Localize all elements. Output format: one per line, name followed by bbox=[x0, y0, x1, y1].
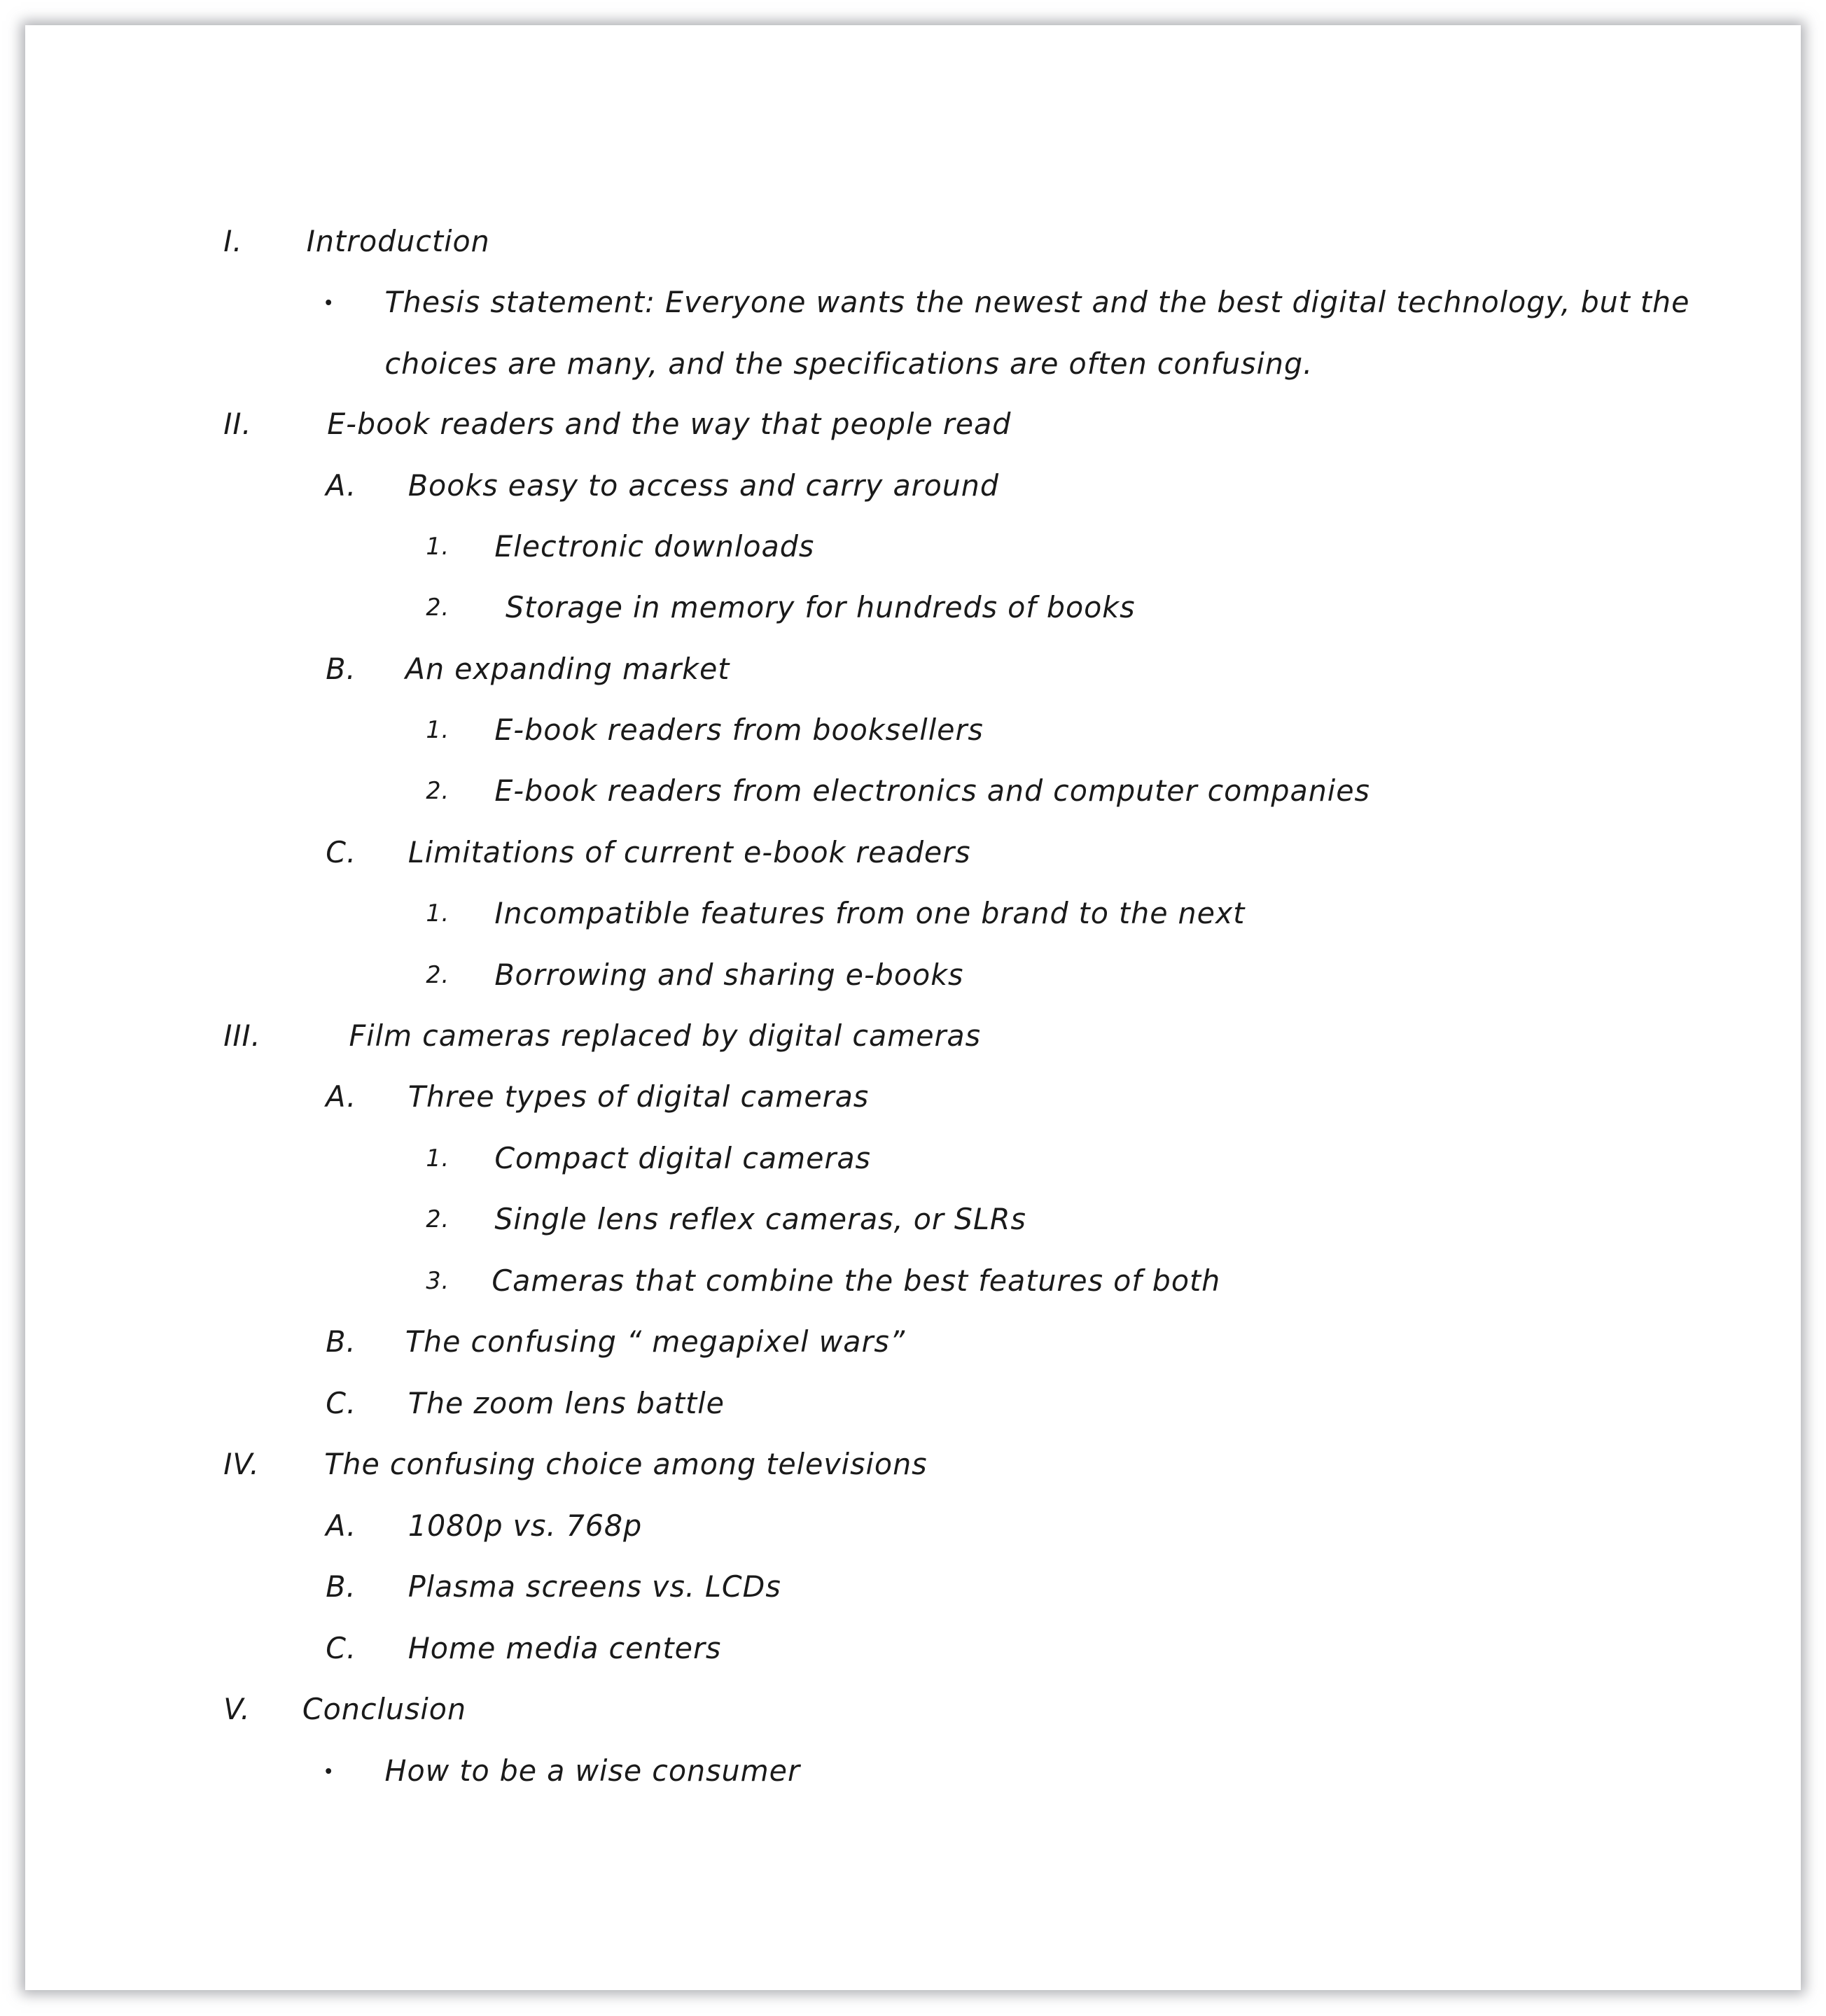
number-marker: 3. bbox=[426, 1267, 450, 1295]
subheading-text: Plasma screens vs. LCDs bbox=[407, 1569, 781, 1604]
letter-marker: A. bbox=[326, 1079, 357, 1114]
item-text: Compact digital cameras bbox=[494, 1141, 871, 1175]
roman-numeral: I. bbox=[223, 224, 243, 258]
number-marker: 2. bbox=[426, 1205, 450, 1233]
letter-marker: A. bbox=[326, 1508, 357, 1543]
number-marker: 2. bbox=[426, 594, 450, 622]
bullet-icon bbox=[326, 1768, 331, 1774]
thesis-text-line1: Thesis statement: Everyone wants the newest and the best digital technology, but the bbox=[384, 285, 1690, 319]
roman-numeral: IV. bbox=[223, 1447, 260, 1481]
roman-numeral: II. bbox=[223, 407, 252, 441]
heading-text: E-book readers and the way that people read bbox=[327, 407, 1012, 441]
letter-marker: C. bbox=[326, 835, 357, 869]
bullet-text: How to be a wise consumer bbox=[384, 1754, 800, 1788]
subheading-text: An expanding market bbox=[405, 652, 730, 686]
letter-marker: B. bbox=[326, 652, 356, 686]
heading-text: Film cameras replaced by digital cameras bbox=[349, 1018, 982, 1053]
number-marker: 1. bbox=[426, 899, 450, 927]
thesis-text-line2: choices are many, and the specifications are often confusing. bbox=[384, 346, 1313, 381]
letter-marker: C. bbox=[326, 1631, 357, 1665]
subheading-text: The confusing “ megapixel wars” bbox=[405, 1324, 906, 1359]
letter-marker: B. bbox=[326, 1569, 356, 1604]
item-text: Cameras that combine the best features of both bbox=[492, 1264, 1221, 1298]
heading-text: The confusing choice among televisions bbox=[324, 1447, 928, 1481]
item-text: E-book readers from electronics and computer companies bbox=[494, 774, 1370, 808]
number-marker: 1. bbox=[426, 716, 450, 744]
letter-marker: A. bbox=[326, 468, 357, 503]
number-marker: 2. bbox=[426, 961, 450, 989]
subheading-text: The zoom lens battle bbox=[407, 1386, 725, 1420]
outline-page bbox=[25, 25, 1801, 1990]
item-text: Storage in memory for hundreds of books bbox=[506, 590, 1136, 624]
bullet-icon bbox=[326, 300, 331, 305]
heading-text: Conclusion bbox=[302, 1692, 467, 1726]
roman-numeral: III. bbox=[223, 1018, 261, 1053]
roman-numeral: V. bbox=[223, 1692, 251, 1726]
subheading-text: Home media centers bbox=[407, 1631, 722, 1665]
letter-marker: C. bbox=[326, 1386, 357, 1420]
subheading-text: Limitations of current e-book readers bbox=[407, 835, 971, 869]
item-text: Single lens reflex cameras, or SLRs bbox=[494, 1202, 1026, 1236]
number-marker: 2. bbox=[426, 777, 450, 805]
subheading-text: Three types of digital cameras bbox=[407, 1079, 870, 1114]
number-marker: 1. bbox=[426, 1144, 450, 1172]
subheading-text: 1080p vs. 768p bbox=[407, 1508, 643, 1543]
item-text: Electronic downloads bbox=[494, 529, 815, 564]
number-marker: 1. bbox=[426, 533, 450, 561]
item-text: Incompatible features from one brand to the next bbox=[494, 896, 1246, 930]
letter-marker: B. bbox=[326, 1324, 356, 1359]
item-text: E-book readers from booksellers bbox=[494, 713, 984, 747]
heading-text: Introduction bbox=[306, 224, 490, 258]
subheading-text: Books easy to access and carry around bbox=[407, 468, 999, 503]
item-text: Borrowing and sharing e-books bbox=[494, 958, 964, 992]
